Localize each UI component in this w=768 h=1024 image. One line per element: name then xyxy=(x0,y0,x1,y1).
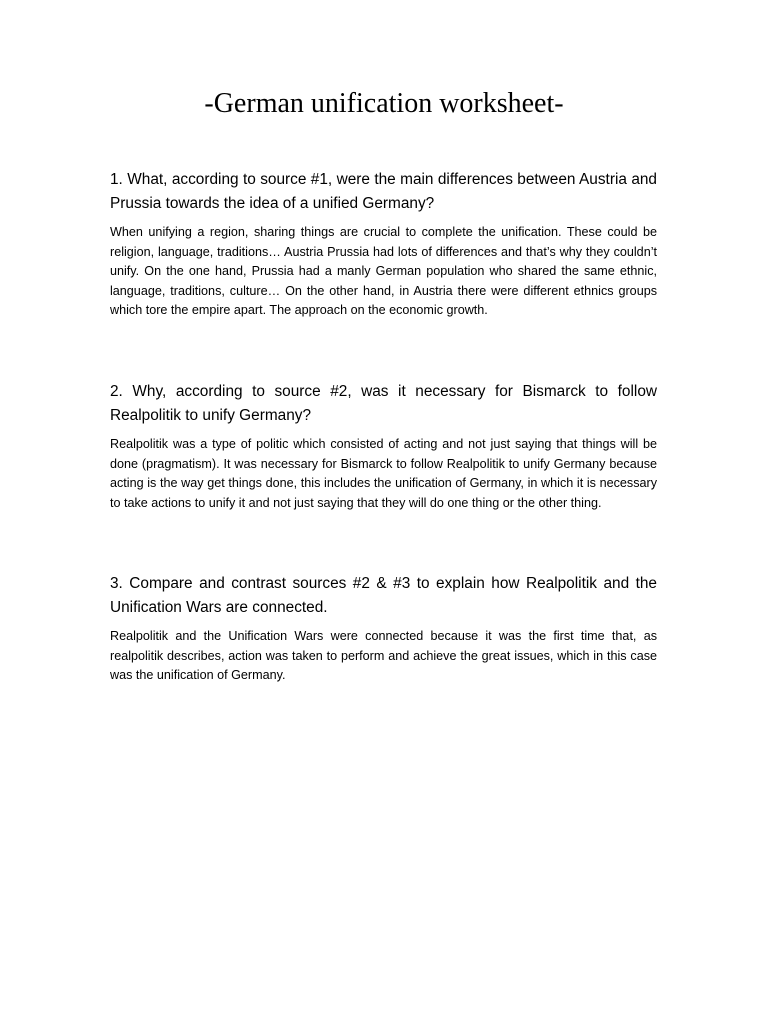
question-section-3 xyxy=(110,572,657,686)
question-section-1 xyxy=(110,168,657,321)
question-section-2 xyxy=(110,380,657,513)
worksheet-title: -German unification worksheet- xyxy=(204,88,564,119)
answer-2: Realpolitik was a type of politic which consisted of acting and not just saying that things will be done (pragmatism). It was necessary for Bismarck to follow Realpolitik to unify Germany because acting is the way get things done, this includes the unification of Germany, in which it is necessary to take actions to unify it and not just saying that they will do one thing or the other thing. xyxy=(110,437,657,510)
question-3: 3. Compare and contrast sources #2 & #3 to explain how Realpolitik and the Unification Wars are connected. xyxy=(110,575,657,616)
question-2: 2. Why, according to source #2, was it necessary for Bismarck to follow Realpolitik to unify Germany? xyxy=(110,383,657,424)
answer-3: Realpolitik and the Unification Wars were connected because it was the first time that, as realpolitik describes, action was taken to perform and achieve the great issues, which in this case was the unification of Germany. xyxy=(110,629,657,682)
question-1: 1. What, according to source #1, were the main differences between Austria and Prussia towards the idea of a unified Germany? xyxy=(110,171,657,212)
answer-1: When unifying a region, sharing things are crucial to complete the unification. These could be religion, language, traditions… Austria Prussia had lots of differences and that’s why they couldn’t unify. On the one hand, Prussia had a manly German population who shared the same ethnic, language, traditions, culture… On the other hand, in Austria there were different ethnics groups which tore the empire apart. The approach on the economic growth. xyxy=(110,225,657,317)
